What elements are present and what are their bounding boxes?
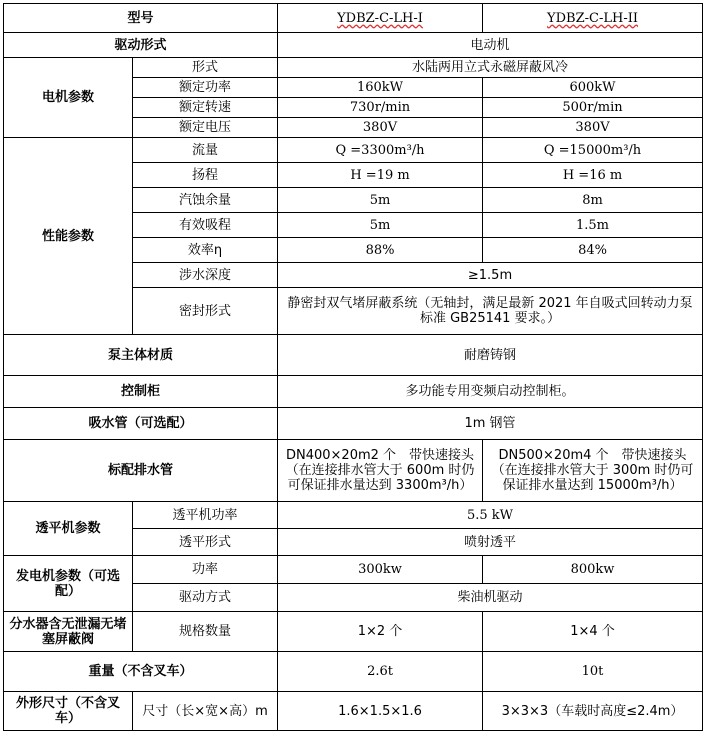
model-header: 型号 [4, 4, 278, 33]
npsh-2: 8m [483, 188, 703, 213]
material-value: 耐磨铸钢 [278, 335, 703, 376]
generator-label: 发电机参数（可选配） [4, 556, 133, 612]
table-row [4, 440, 703, 502]
motor-voltage-label: 额定电压 [133, 118, 278, 138]
motor-power-label: 额定功率 [133, 78, 278, 98]
motor-voltage-2: 380V [483, 118, 703, 138]
table-row [4, 652, 703, 692]
eff-label: 效率η [133, 238, 278, 263]
table-row [4, 692, 703, 731]
leveler-form-label: 透平形式 [133, 529, 278, 556]
head-1: H =19 m [278, 163, 483, 188]
control-label: 控制柜 [4, 376, 278, 408]
leveler-form: 喷射透平 [278, 529, 703, 556]
generator-drive-label: 驱动方式 [133, 584, 278, 612]
depth-value: ≥1.5m [278, 263, 703, 288]
npsh-1: 5m [278, 188, 483, 213]
table-row [4, 335, 703, 376]
table-row [4, 33, 703, 58]
splitter-qty-2: 1×4 个 [483, 612, 703, 652]
motor-voltage-1: 380V [278, 118, 483, 138]
flow-2: Q =15000m³/h [483, 138, 703, 163]
eff-2: 84% [483, 238, 703, 263]
model-2: YDBZ-C-LH-II [483, 4, 703, 33]
discharge-1: DN400×20m2 个 带快速接头（在连接排水管大于 600m 时仍可保证排水量达到 3300m³/h） [278, 440, 483, 502]
table-row [4, 138, 703, 163]
generator-power-label: 功率 [133, 556, 278, 584]
seal-value: 静密封双气堵屏蔽系统（无轴封，满足最新 2021 年自吸式回转动力泵标准 GB25141 要求。） [278, 288, 703, 335]
table-row [4, 502, 703, 529]
eff-1: 88% [278, 238, 483, 263]
dims-label: 外形尺寸（不含叉车） [4, 692, 133, 731]
weight-2: 10t [483, 652, 703, 692]
table-row [4, 612, 703, 652]
depth-label: 涉水深度 [133, 263, 278, 288]
flow-label: 流量 [133, 138, 278, 163]
discharge-2: DN500×20m4 个 带快速接头（在连接排水管大于 300m 时仍可保证排水量达到 15000m³/h） [483, 440, 703, 502]
table-row [4, 556, 703, 584]
motor-label: 电机参数 [4, 58, 133, 138]
npsh-label: 汽蚀余量 [133, 188, 278, 213]
motor-speed-2: 500r/min [483, 98, 703, 118]
motor-power-2: 600kW [483, 78, 703, 98]
dims-size-label: 尺寸（长×宽×高）m [133, 692, 278, 731]
perf-label: 性能参数 [4, 138, 133, 335]
suction-pipe-label: 吸水管（可选配） [4, 408, 278, 440]
model-1: YDBZ-C-LH-I [278, 4, 483, 33]
leveler-power: 5.5 kW [278, 502, 703, 529]
flow-1: Q =3300m³/h [278, 138, 483, 163]
material-label: 泵主体材质 [4, 335, 278, 376]
motor-power-1: 160kW [278, 78, 483, 98]
discharge-label: 标配排水管 [4, 440, 278, 502]
table-row [4, 408, 703, 440]
suction-label: 有效吸程 [133, 213, 278, 238]
leveler-power-label: 透平机功率 [133, 502, 278, 529]
motor-speed-label: 额定转速 [133, 98, 278, 118]
generator-drive: 柴油机驱动 [278, 584, 703, 612]
generator-power-2: 800kw [483, 556, 703, 584]
table-row [4, 376, 703, 408]
splitter-qty-label: 规格数量 [133, 612, 278, 652]
head-2: H =16 m [483, 163, 703, 188]
table-row [4, 58, 703, 78]
head-label: 扬程 [133, 163, 278, 188]
table-row [4, 4, 703, 33]
weight-label: 重量（不含叉车） [4, 652, 278, 692]
weight-1: 2.6t [278, 652, 483, 692]
drive-label: 驱动形式 [4, 33, 278, 58]
splitter-label: 分水器含无泄漏无堵塞屏蔽阀 [4, 612, 133, 652]
dims-2: 3×3×3（车载时高度≤2.4m） [483, 692, 703, 731]
suction-pipe-value: 1m 钢管 [278, 408, 703, 440]
suction-1: 5m [278, 213, 483, 238]
dims-1: 1.6×1.5×1.6 [278, 692, 483, 731]
motor-form-label: 形式 [133, 58, 278, 78]
drive-value: 电动机 [278, 33, 703, 58]
motor-speed-1: 730r/min [278, 98, 483, 118]
seal-label: 密封形式 [133, 288, 278, 335]
suction-2: 1.5m [483, 213, 703, 238]
control-value: 多功能专用变频启动控制柜。 [278, 376, 703, 408]
splitter-qty-1: 1×2 个 [278, 612, 483, 652]
motor-form: 水陆两用立式永磁屏蔽风冷 [278, 58, 703, 78]
generator-power-1: 300kw [278, 556, 483, 584]
spec-table [3, 3, 703, 731]
leveler-label: 透平机参数 [4, 502, 133, 556]
